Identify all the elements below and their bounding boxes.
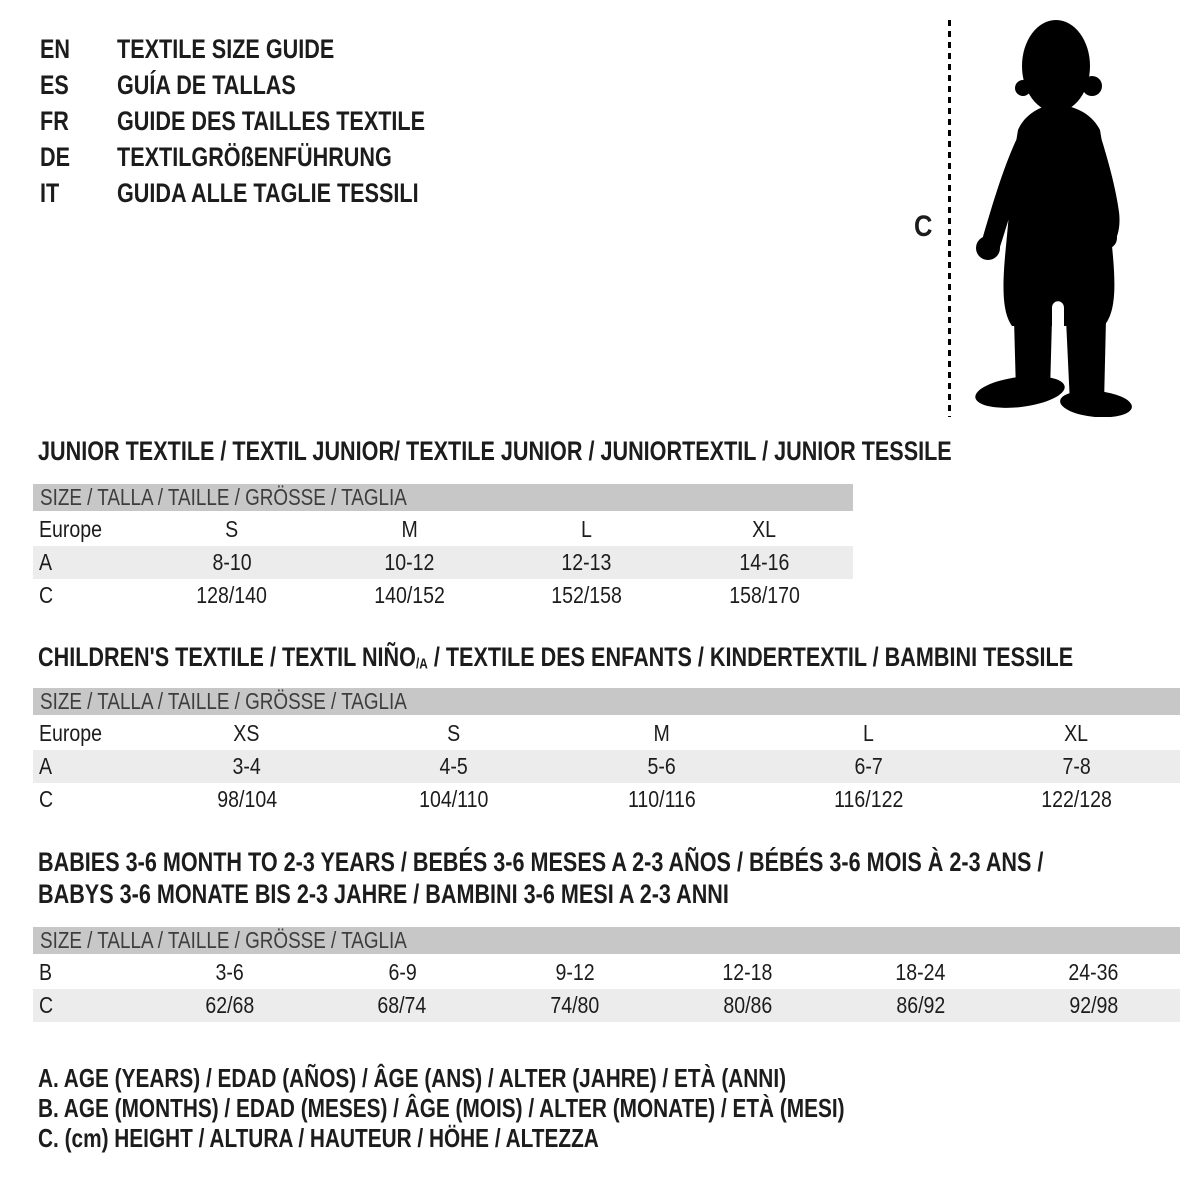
table-cell: 24-36 [1068,959,1119,985]
table-row-label: A [39,549,53,575]
table-cell: 116/122 [834,786,904,812]
table-cell: 158/170 [728,582,800,608]
table-cell: 104/110 [419,786,489,812]
section-title-children [38,644,1200,679]
table-row [33,717,1180,750]
table-row [33,783,1180,816]
height-measure-line [948,20,951,417]
toddler-silhouette-icon [968,14,1134,417]
table-cell: 152/158 [551,582,623,608]
table-cell: 74/80 [550,992,600,1018]
table-row [33,579,853,612]
table-row-label: C [39,786,54,812]
table-cell: 122/128 [1040,786,1112,812]
table-cell: 128/140 [196,582,268,608]
table-row [33,989,1180,1022]
language-code: IT [40,178,60,208]
table-row-label: B [39,959,53,985]
table-header-bar: SIZE / TALLA / TAILLE / GRÖSSE / TAGLIA [33,484,853,511]
table-cell: M [653,720,670,746]
title-line-1: BABIES 3-6 MONTH TO 2-3 YEARS / BEBÉS 3-6 MESES A 2-3 AÑOS / BÉBÉS 3-6 MOIS À 2-3 ANS / [38,847,1044,877]
table-cell: 3-4 [232,753,261,779]
junior-size-table [33,484,853,612]
guide-title: GUIDE DES TAILLES TEXTILE [117,106,426,136]
table-cell: 110/116 [627,786,696,812]
language-code: FR [40,106,69,136]
table-cell: XS [233,720,260,746]
table-row [33,513,853,546]
table-cell: 12-18 [722,959,773,985]
guide-title: GUIDA ALLE TAGLIE TESSILI [117,178,419,208]
guide-title: TEXTILGRÖßENFÜHRUNG [117,142,392,172]
legend [38,1063,1046,1153]
table-cell: 10-12 [384,549,435,575]
table-row-label: A [39,753,53,779]
title-text-before: CHILDREN'S TEXTILE / TEXTIL NIÑO [38,642,416,672]
table-cell: 9-12 [555,959,595,985]
babies-size-table [33,927,1180,1022]
table-cell: S [225,516,239,542]
guide-title: TEXTILE SIZE GUIDE [117,34,335,64]
table-cell: 62/68 [204,992,254,1018]
section-title-junior: JUNIOR TEXTILE / TEXTIL JUNIOR/ TEXTILE JUNIOR / JUNIORTEXTIL / JUNIOR TESSILE [38,436,952,466]
table-cell: M [401,516,418,542]
table-cell: 8-10 [212,549,252,575]
table-cell: 3-6 [215,959,244,985]
table-row-label: C [39,582,54,608]
table-header-bar: SIZE / TALLA / TAILLE / GRÖSSE / TAGLIA [33,688,1180,715]
language-code: DE [40,142,71,172]
table-cell: 4-5 [439,753,469,779]
table-row [33,750,1180,783]
table-cell: L [581,516,593,542]
table-cell: 6-7 [854,753,884,779]
table-row-label: C [39,992,54,1018]
table-cell: 80/86 [723,992,773,1018]
table-cell: XL [1064,720,1089,746]
table-row-label: Europe [39,516,103,542]
children-size-table [33,688,1180,816]
guide-title: GUÍA DE TALLAS [117,70,296,100]
table-cell: 7-8 [1062,753,1091,779]
title-line-2: BABYS 3-6 MONATE BIS 2-3 JAHRE / BAMBINI 3-6 MESI A 2-3 ANNI [38,879,729,909]
table-row-label: Europe [39,720,103,746]
legend-line: C. (cm) HEIGHT / ALTURA / HAUTEUR / HÖHE / ALTEZZA [38,1123,599,1153]
section-title-babies [38,846,1200,910]
title-text-after: / TEXTILE DES ENFANTS / KINDERTEXTIL / BAMBINI TESSILE [427,642,1074,672]
table-cell: S [447,720,461,746]
table-cell: XL [752,516,777,542]
table-cell: 14-16 [739,549,790,575]
table-row [33,956,1180,989]
table-cell: 140/152 [373,582,445,608]
height-measure-label: C [914,210,933,243]
table-cell: 86/92 [896,992,946,1018]
title-subscript: /A [415,656,428,673]
legend-line: B. AGE (MONTHS) / EDAD (MESES) / ÂGE (MOIS) / ALTER (MONATE) / ETÀ (MESI) [38,1093,845,1123]
table-header-bar: SIZE / TALLA / TAILLE / GRÖSSE / TAGLIA [33,927,1180,954]
table-cell: 5-6 [647,753,676,779]
table-row [33,546,853,579]
table-cell: 68/74 [377,992,427,1018]
table-cell: 18-24 [895,959,946,985]
language-code: EN [40,34,71,64]
table-cell: 98/104 [216,786,277,812]
legend-line: A. AGE (YEARS) / EDAD (AÑOS) / ÂGE (ANS) / ALTER (JAHRE) / ETÀ (ANNI) [38,1063,787,1093]
table-cell: L [863,720,875,746]
table-cell: 6-9 [388,959,417,985]
table-cell: 92/98 [1069,992,1119,1018]
table-cell: 12-13 [561,549,612,575]
language-code: ES [40,70,69,100]
